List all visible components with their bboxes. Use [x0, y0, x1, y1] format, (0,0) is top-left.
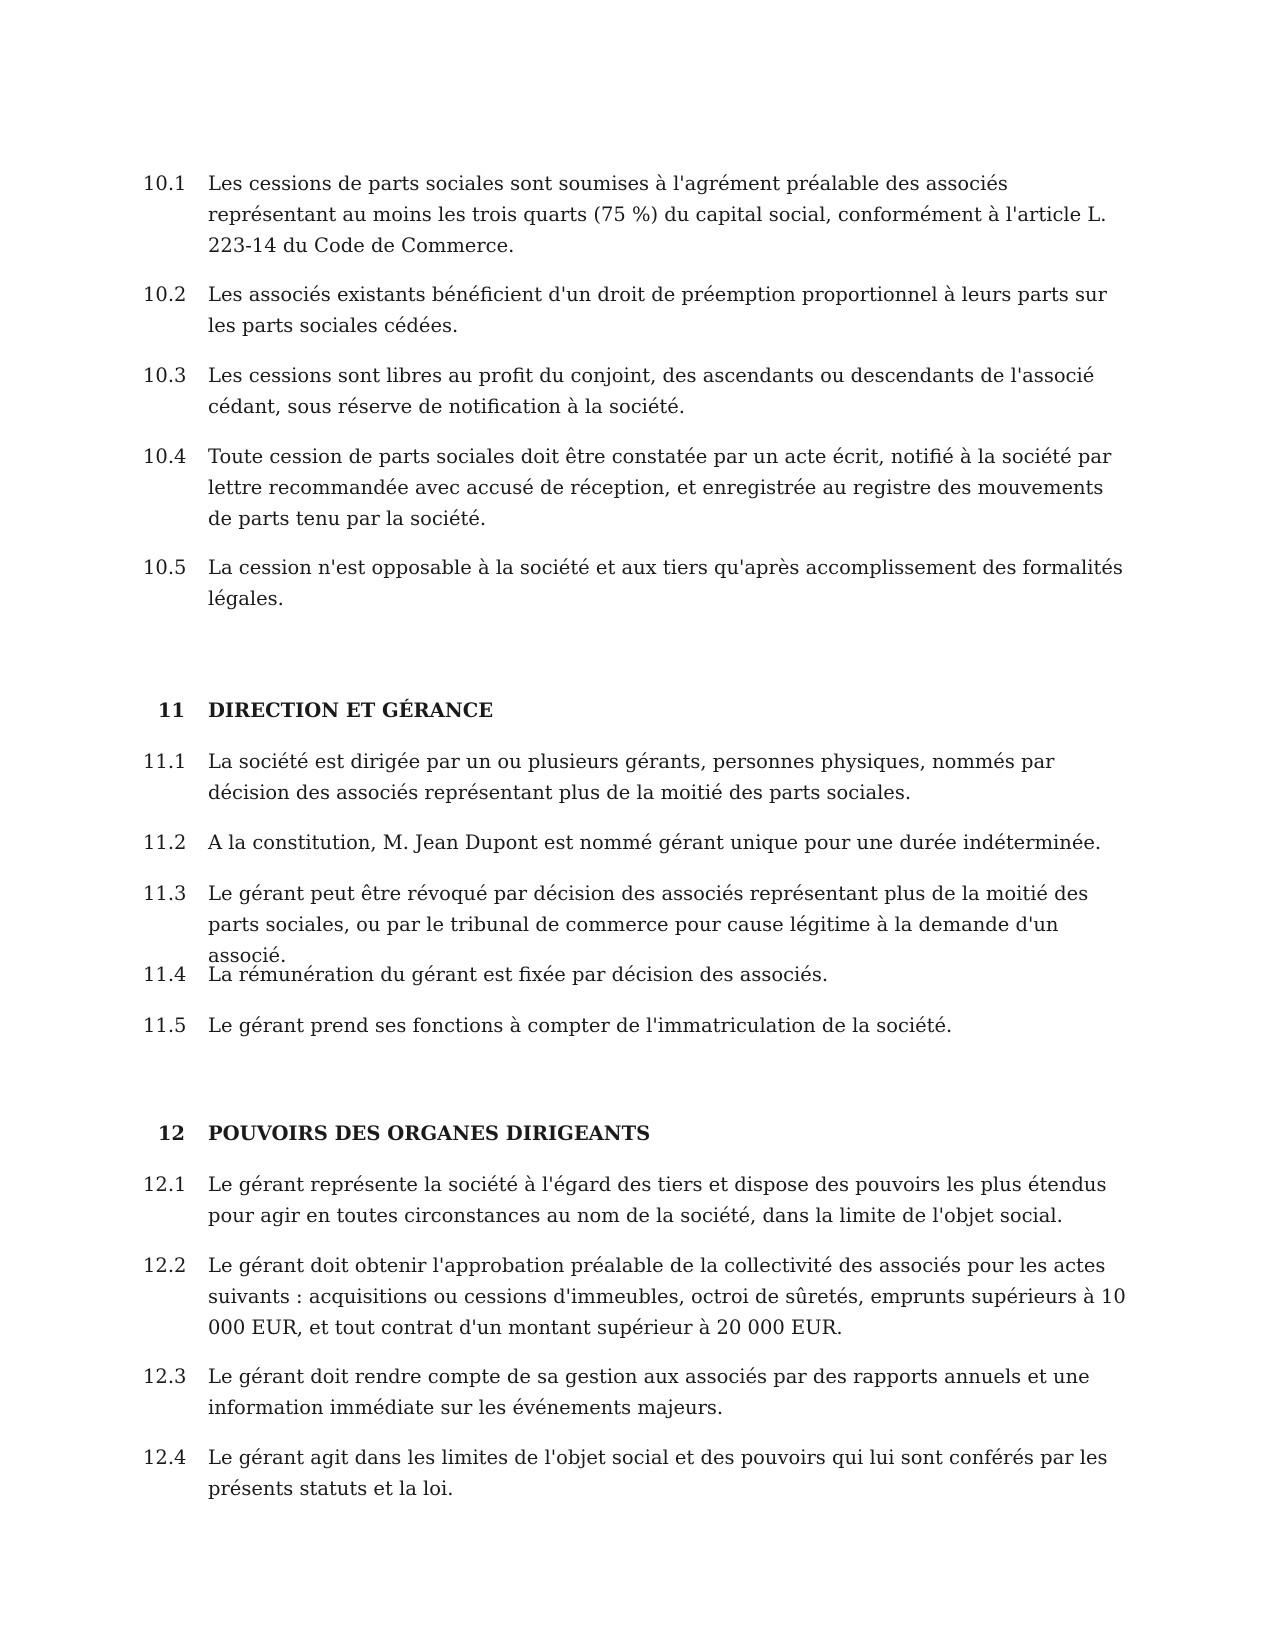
section-title: POUVOIRS DES ORGANES DIRIGEANTS	[208, 1122, 651, 1145]
section-number: 11	[157, 699, 185, 722]
clause-text: Le gérant prend ses fonctions à compter de l'immatriculation de la société.	[208, 1014, 953, 1037]
clause-text: La cession n'est opposable à la société et aux tiers qu'après accomplissement des formalités légales.	[208, 556, 1123, 610]
clause-number: 11.3	[143, 882, 187, 905]
clause-text: Le gérant peut être révoqué par décision des associés représentant plus de la moitié des parts sociales, ou par le tribunal de commerce pour cause légitime à la demande d'un associé.	[208, 882, 1089, 967]
clause-number: 10.2	[143, 283, 187, 306]
clause-number: 10.5	[143, 556, 187, 579]
clause-number: 10.1	[143, 172, 187, 195]
clause-number: 11.5	[143, 1014, 187, 1037]
clause-text: Le gérant agit dans les limites de l'objet social et des pouvoirs qui lui sont conférés par les présents statuts et la loi.	[208, 1446, 1108, 1500]
clause-number: 12.3	[143, 1365, 187, 1388]
clause-text: Le gérant doit rendre compte de sa gestion aux associés par des rapports annuels et une information immédiate sur les événements majeurs.	[208, 1365, 1090, 1419]
clause-number: 10.4	[143, 445, 187, 468]
clause-number: 12.4	[143, 1446, 187, 1469]
clause-number: 12.2	[143, 1254, 187, 1277]
clause-text: Le gérant représente la société à l'égard des tiers et dispose des pouvoirs les plus étendus pour agir en toutes circonstances au nom de la société, dans la limite de l'objet social.	[208, 1173, 1107, 1227]
section-title: DIRECTION ET GÉRANCE	[208, 699, 494, 722]
section-number: 12	[157, 1122, 185, 1145]
clause-number: 11.1	[143, 750, 187, 773]
clause-number: 10.3	[143, 364, 187, 387]
clause-text: Le gérant doit obtenir l'approbation préalable de la collectivité des associés pour les actes suivants : acquisitions ou cessions d'immeubles, octroi de sûretés, emprunts supérieurs à 10 000 EUR, et tout contrat d'un montant supérieur à 20 000 EUR.	[208, 1254, 1126, 1339]
clause-text: Toute cession de parts sociales doit être constatée par un acte écrit, notifié à la société par lettre recommandée avec accusé de réception, et enregistrée au registre des mouvements de parts tenu par la société.	[208, 445, 1112, 530]
clause-text: Les cessions sont libres au profit du conjoint, des ascendants ou descendants de l'associé cédant, sous réserve de notification à la société.	[208, 364, 1095, 418]
clause-number: 12.1	[143, 1173, 187, 1196]
clause-text: La société est dirigée par un ou plusieurs gérants, personnes physiques, nommés par décision des associés représentant plus de la moitié des parts sociales.	[208, 750, 1055, 804]
clause-text: A la constitution, M. Jean Dupont est nommé gérant unique pour une durée indéterminée.	[208, 831, 1102, 854]
clause-number: 11.4	[143, 963, 187, 986]
clause-text: Les associés existants bénéficient d'un droit de préemption proportionnel à leurs parts sur les parts sociales cédées.	[208, 283, 1107, 337]
clause-text: La rémunération du gérant est fixée par décision des associés.	[208, 963, 829, 986]
clause-number: 11.2	[143, 831, 187, 854]
clause-text: Les cessions de parts sociales sont soumises à l'agrément préalable des associés représentant au moins les trois quarts (75 %) du capital social, conformément à l'article L. 223-14 du Code de Commerce.	[208, 172, 1107, 257]
